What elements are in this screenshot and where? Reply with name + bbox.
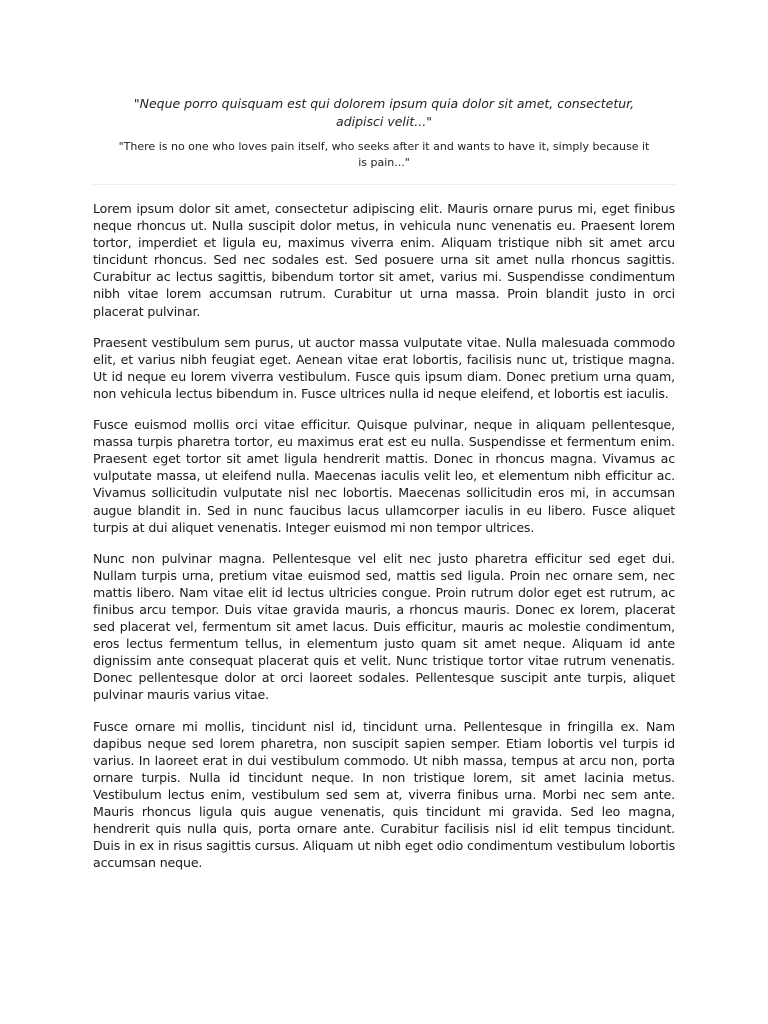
- paragraph: Nunc non pulvinar magna. Pellentesque vel elit nec justo pharetra efficitur sed eget dui. Nullam turpis urna, pretium vitae euismod sed, mattis sed ligula. Proin nec ornare sem, nec mattis libero. Nam vitae elit id lectus ultricies congue. Proin rutrum dolor eget est rutrum, ac finibus arcu tempor. Duis vitae gravida mauris, a rhoncus mauris. Donec ex lorem, placerat sed placerat vel, fermentum sit amet lacus. Duis efficitur, mauris ac molestie condimentum, eros lectus fermentum tellus, in elementum justo quam sit amet neque. Aliquam id ante dignissim ante consequat placerat quis et velit. Nunc tristique tortor vitae rutrum venenatis. Donec pellentesque dolor at orci laoreet sodales. Pellentesque suscipit ante turpis, aliquet pulvinar mauris varius vitae.: [93, 550, 675, 703]
- english-quote: "There is no one who loves pain itself, who seeks after it and wants to have it, simply because it is pain...": [118, 140, 650, 169]
- paragraph: Praesent vestibulum sem purus, ut auctor massa vulputate vitae. Nulla malesuada commodo elit, et varius nibh feugiat eget. Aenean vitae erat lobortis, facilisis nunc ut, tristique magna. Ut id neque eu lorem viverra vestibulum. Fusce quis ipsum diam. Donec pretium urna quam, non vehicula lectus bibendum in. Fusce ultrices nulla id neque eleifend, et lobortis est iaculis.: [93, 334, 675, 401]
- latin-quote: "Neque porro quisquam est qui dolorem ipsum quia dolor sit amet, consectetur, adipisci velit...": [133, 96, 635, 129]
- body-text: [93, 200, 675, 885]
- paragraph: Lorem ipsum dolor sit amet, consectetur adipiscing elit. Mauris ornare purus mi, eget finibus neque rhoncus ut. Nulla suscipit dolor metus, in vehicula nunc venenatis eu. Praesent lorem tortor, imperdiet et ligula eu, maximus viverra enim. Aliquam tristique nibh sit amet arcu tincidunt rhoncus. Sed nec sodales est. Sed posuere urna sit amet nulla rhoncus sagittis. Curabitur ac lectus sagittis, bibendum tortor sit amet, varius mi. Suspendisse condimentum nibh vitae lorem accumsan rutrum. Curabitur ut urna massa. Proin blandit justo in orci placerat pulvinar.: [93, 201, 675, 319]
- paragraph: Fusce ornare mi mollis, tincidunt nisl id, tincidunt urna. Pellentesque in fringilla ex. Nam dapibus neque sed lorem pharetra, non suscipit sapien semper. Etiam lobortis vel turpis id varius. In laoreet erat in dui vestibulum commodo. Ut nibh massa, tempus at arcu non, porta ornare turpis. Nulla id tincidunt neque. In non tristique lorem, sit amet lacinia metus. Vestibulum lectus enim, vestibulum sed sem at, viverra finibus urna. Morbi nec sem ante. Mauris rhoncus ligula quis augue venenatis, quis tincidunt mi gravida. Sed leo magna, hendrerit quis nulla quis, porta ornare ante. Curabitur facilisis nisl id elit tempus tincidunt. Duis in ex in risus sagittis cursus. Aliquam ut nibh eget odio condimentum vestibulum lobortis accumsan neque.: [93, 718, 675, 871]
- paragraph: Fusce euismod mollis orci vitae efficitur. Quisque pulvinar, neque in aliquam pellentesque, massa turpis pharetra tortor, eu maximus erat est eu nulla. Suspendisse et fermentum enim. Praesent eget tortor sit amet ligula hendrerit mattis. Donec in rhoncus magna. Vivamus ac vulputate massa, ut eleifend nulla. Maecenas iaculis velit leo, et elementum nibh efficitur ac. Vivamus sollicitudin vulputate nisl nec lobortis. Maecenas sollicitudin eros mi, in accumsan augue blandit in. Sed in nunc faucibus lacus ullamcorper iaculis in eu libero. Fusce aliquet turpis at dui aliquet venenatis. Integer euismod mi non tempor ultrices.: [93, 417, 675, 535]
- quote-header: [118, 95, 650, 171]
- header-divider: [93, 184, 675, 185]
